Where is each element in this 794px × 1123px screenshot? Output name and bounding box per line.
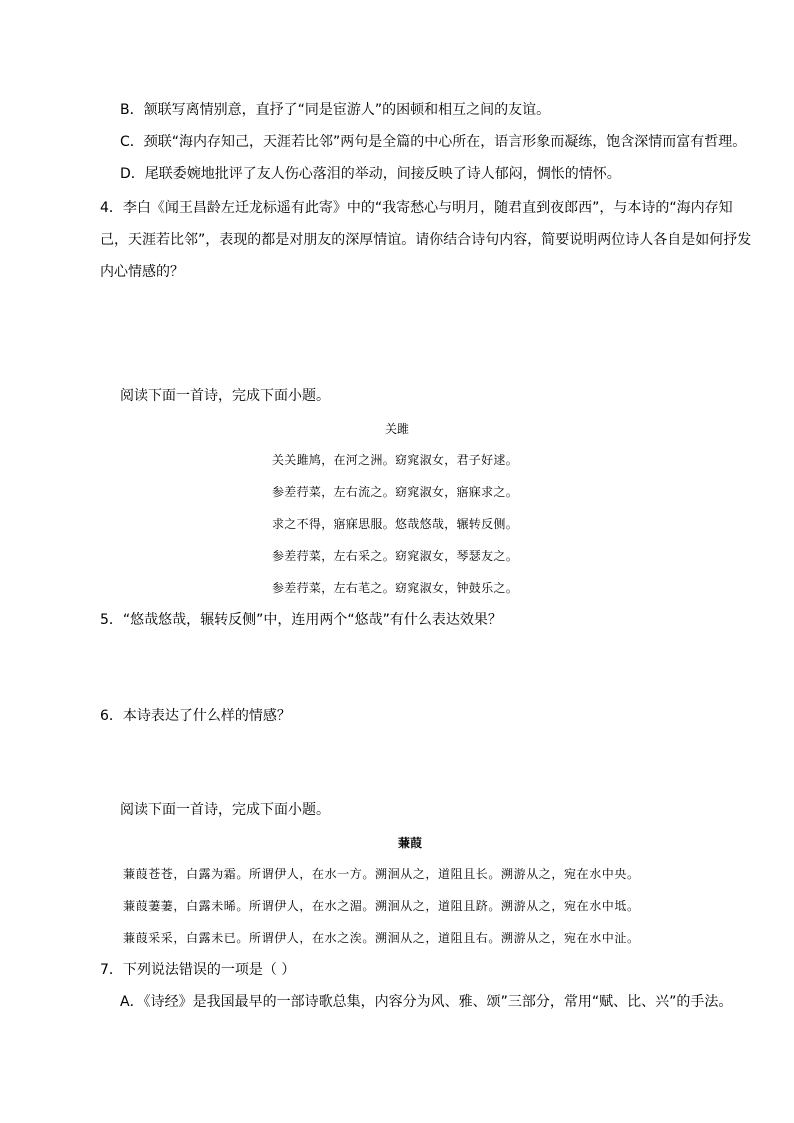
q6-text: 6．本诗表达了什么样的情感？ — [100, 708, 291, 724]
section2-intro: 阅读下面一首诗，完成下面小题。 — [120, 802, 330, 818]
q4-line-1: 4．李白《闻王昌龄左迁龙标遥有此寄》中的“我寄愁心与明月，随君直到夜郎西”，与本诗的“海内存知 — [100, 200, 733, 216]
q7-stem: 7．下列说法错误的一项是（ ） — [100, 962, 296, 978]
q3-option-b: B．颔联写离情别意，直抒了“同是宦游人”的困顿和相互之间的友谊。 — [120, 102, 551, 118]
poem1-line-1: 关关雎鸠，在河之洲。窈窕淑女，君子好逑。 — [272, 453, 519, 467]
poem2-line-1: 蒹葭苍苍，白露为霜。所谓伊人，在水一方。溯洄从之，道阻且长。溯游从之，宛在水中央。 — [123, 867, 640, 881]
poem1-line-5: 参差荇菜，左右芼之。窈窕淑女，钟鼓乐之。 — [272, 581, 519, 595]
poem1-line-2: 参差荇菜，左右流之。窈窕淑女，寤寐求之。 — [272, 485, 519, 499]
poem1-line-3: 求之不得，寤寐思服。悠哉悠哉，辗转反侧。 — [272, 517, 519, 531]
q4-line-3: 内心情感的？ — [100, 264, 184, 280]
poem2-line-3: 蒹葭采采，白露未已。所谓伊人，在水之涘。溯洄从之，道阻且右。溯游从之，宛在水中沚。 — [123, 931, 640, 945]
poem2-title: 蒹葭 — [398, 836, 423, 850]
section1-intro: 阅读下面一首诗，完成下面小题。 — [120, 388, 330, 404]
poem2-line-2: 蒹葭萋萋，白露未晞。所谓伊人，在水之湄。溯洄从之，道阻且跻。溯游从之，宛在水中坻。 — [123, 899, 640, 913]
q3-option-d: D．尾联委婉地批评了友人伤心落泪的举动，间接反映了诗人郁闷，惆怅的情怀。 — [120, 166, 621, 182]
q7-option-a: A．《诗经》是我国最早的一部诗歌总集，内容分为风、雅、颂”三部分，常用“赋、比、兴”的手法。 — [120, 994, 733, 1010]
q5-text: 5．“悠哉悠哉，辗转反侧”中，连用两个“悠哉”有什么表达效果？ — [100, 612, 502, 628]
poem1-title: 关雎 — [385, 422, 410, 436]
q3-option-c: C．颈联“海内存知己，天涯若比邻”两句是全篇的中心所在，语言形象而凝练，饱含深情而富有哲理。 — [120, 134, 747, 150]
poem1-line-4: 参差荇菜，左右采之。窈窕淑女，琴瑟友之。 — [272, 549, 519, 563]
q4-line-2: 己，天涯若比邻”，表现的都是对朋友的深厚情谊。请你结合诗句内容，简要说明两位诗人各自是如何抒发 — [100, 232, 752, 248]
